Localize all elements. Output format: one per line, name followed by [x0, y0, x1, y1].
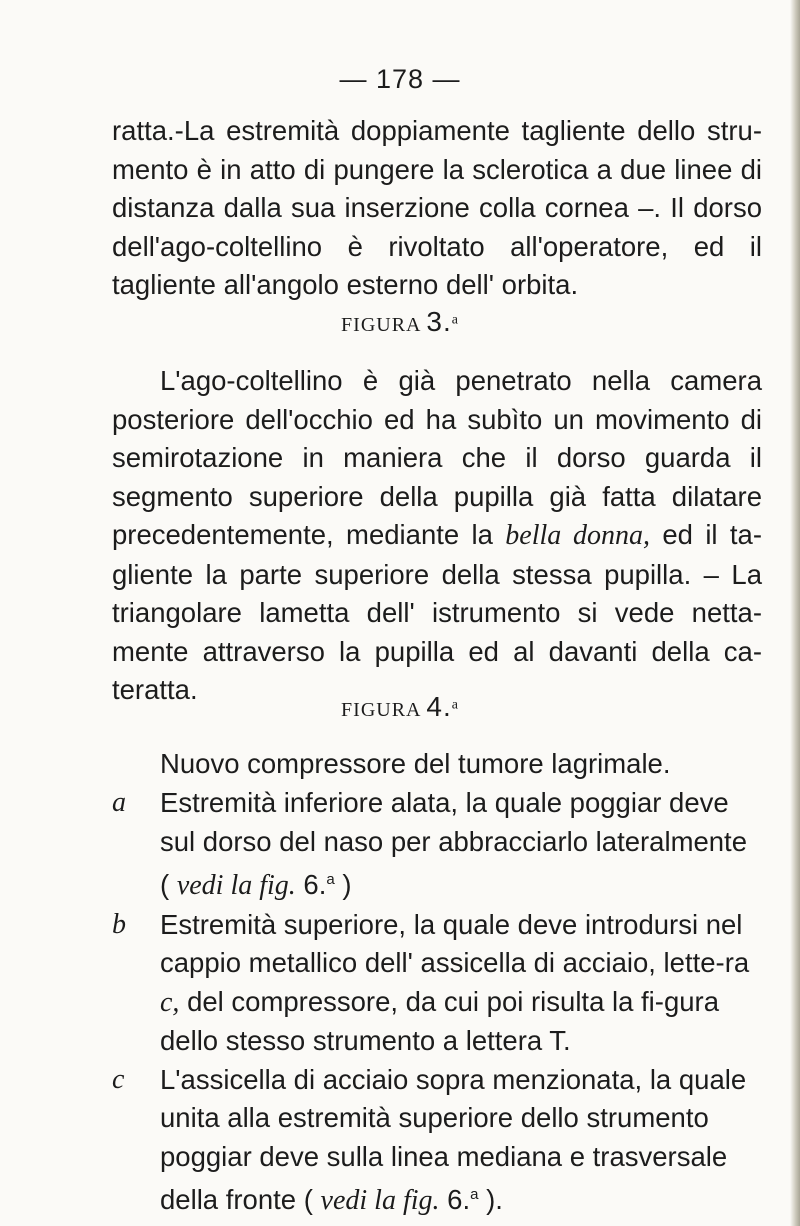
list-item-c-ref-sup: a — [470, 1186, 479, 1203]
list-item-c-ref-num: 6. — [439, 1184, 471, 1215]
list-item-c-ref-italic: vedi la fig. — [320, 1185, 440, 1216]
list-item-c-ref-close: ). — [478, 1184, 503, 1215]
figure-3-label: FIGURA — [341, 314, 421, 336]
paragraph-3-text: Nuovo compressore del tumore lagrimale. — [160, 748, 671, 779]
list-item-c-ref-open: ( — [296, 1184, 321, 1215]
list-item-letter: b — [112, 908, 126, 940]
list-item-text — [160, 1061, 762, 1221]
paragraph-1-text: ratta.-La estremità doppiamente tagliente dello stru-mento è in atto di pungere la sclerotica a due linee di distanza dalla sua inserzione colla cornea –. Il dorso dell'ago-coltellino è rivoltato all'operatore, ed il tagliente all'angolo esterno dell' orbita. — [112, 115, 762, 300]
list-item-a — [112, 784, 762, 906]
paragraph-3 — [112, 745, 762, 784]
list-item-b-before: Estremità superiore, la quale deve introdursi nel cappio metallico dell' assicella di acciaio, lette-ra — [160, 908, 750, 978]
legend-list — [112, 784, 762, 1221]
paragraph-2-italic: bella donna, — [505, 520, 651, 551]
paragraph-2-before: L'ago-coltellino è già penetrato nella camera posteriore dell'occhio ed ha subìto un movimento di semirotazione in maniera che il dorso guarda il segmento superiore della pupilla già fatta dilatare precedentemente, mediante la — [112, 365, 762, 550]
paragraph-2-text — [112, 362, 762, 713]
figure-4-heading — [0, 691, 800, 723]
list-item-b — [112, 906, 762, 1061]
list-item-text — [160, 784, 762, 906]
paragraph-2 — [112, 362, 762, 713]
list-item-a-ref-sup: a — [326, 871, 335, 888]
figure-4-label: FIGURA — [341, 699, 421, 721]
page-edge-shadow — [790, 0, 800, 1226]
figure-4-number: 4. — [426, 691, 452, 722]
figure-3-number: 3. — [426, 306, 452, 337]
list-item-a-ref-num: 6. — [295, 869, 327, 900]
list-item-a-body: Estremità inferiore alata, la quale poggiar deve sul dorso del naso per abbracciarlo lateralmente — [160, 787, 747, 857]
list-item-a-ref-open: ( — [160, 869, 177, 900]
list-item-c — [112, 1061, 762, 1221]
figure-3-suffix: a — [451, 312, 459, 328]
list-item-b-after: del compressore, da cui poi risulta la fi-gura dello stesso strumento a lettera T. — [160, 985, 719, 1056]
list-item-letter: a — [112, 787, 126, 818]
figure-3-heading — [0, 306, 800, 338]
list-item-b-italic: c, — [160, 986, 180, 1018]
figure-4-suffix: a — [451, 697, 459, 713]
paragraph-2-after: ed il ta-gliente la parte superiore della stessa pupilla. – La triangolare lametta dell' istrumento si vede netta-mente attraverso la pupilla ed al davanti della ca-teratta. — [112, 519, 762, 705]
paragraph-1 — [112, 112, 762, 305]
page-number: — 178 — — [339, 64, 461, 94]
list-item-a-ref-close: ) — [334, 869, 352, 900]
list-item-text — [160, 906, 762, 1061]
list-item-c-body: L'assicella di acciaio sopra menzionata, la quale unita alla estremità superiore dello strumento poggiar deve sulla linea mediana e trasversale della fronte — [160, 1063, 747, 1215]
list-item-a-ref-italic: vedi la fig. — [176, 870, 296, 901]
list-item-letter: c — [112, 1063, 125, 1095]
